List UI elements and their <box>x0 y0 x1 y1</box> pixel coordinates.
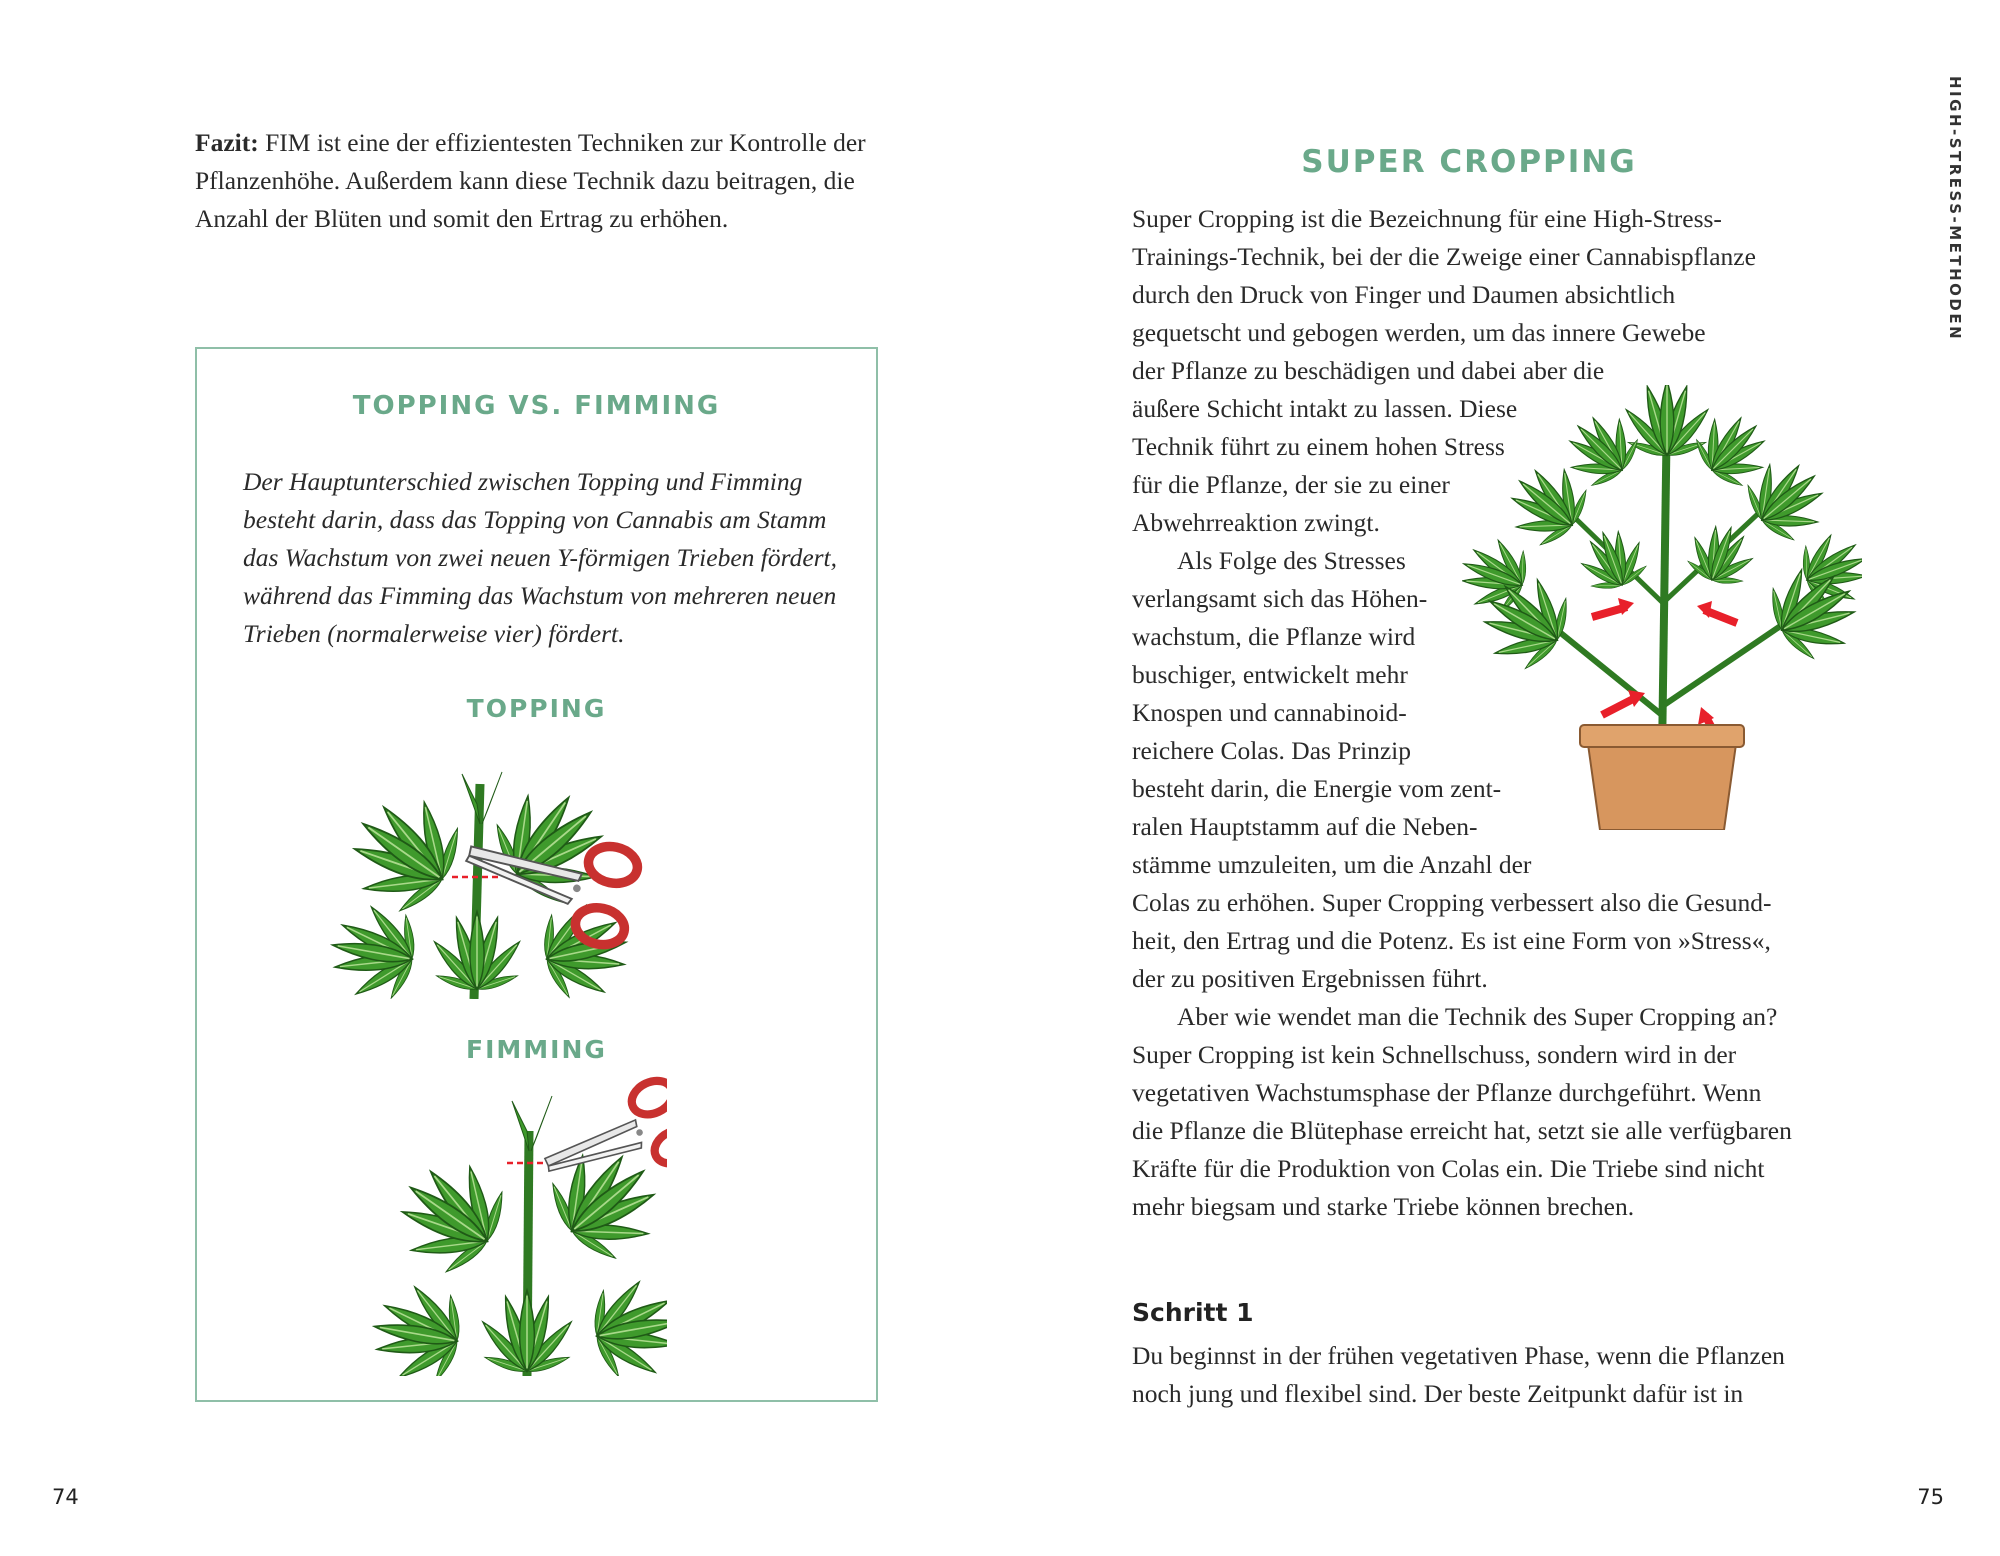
body-line: reichere Colas. Das Prinzip <box>1132 736 1411 765</box>
body-line: Super Cropping ist die Bezeichnung für eine High-Stress- <box>1132 204 1722 233</box>
body-line: buschiger, entwickelt mehr <box>1132 660 1408 689</box>
body-line: wachstum, die Pflanze wird <box>1132 622 1416 651</box>
body-line: mehr biegsam und starke Triebe können brechen. <box>1132 1192 1635 1221</box>
body-line: Als Folge des Stresses <box>1177 546 1406 575</box>
body-line: verlangsamt sich das Höhen- <box>1132 584 1428 613</box>
body-line: Super Cropping ist kein Schnellschuss, sondern wird in der <box>1132 1040 1737 1069</box>
page-number-right: 75 <box>1917 1485 1944 1509</box>
fazit-paragraph <box>195 124 875 238</box>
step-line: noch jung und flexibel sind. Der beste Zeitpunkt dafür ist in <box>1132 1379 1744 1408</box>
step-heading: Schritt 1 <box>1132 1298 1254 1327</box>
box-title: TOPPING VS. FIMMING <box>352 391 721 421</box>
section-heading: SUPER CROPPING <box>1301 144 1637 180</box>
body-line: besteht darin, die Energie vom zent- <box>1132 774 1502 803</box>
topping-illustration <box>302 764 702 999</box>
body-line: ralen Hauptstamm auf die Neben- <box>1132 812 1478 841</box>
right-page <box>1000 0 2000 1556</box>
body-line: gequetscht und gebogen werden, um das innere Gewebe <box>1132 318 1706 347</box>
page-number-left: 74 <box>52 1485 79 1509</box>
body-line: Aber wie wendet man die Technik des Super Cropping an? <box>1177 1002 1778 1031</box>
body-line: für die Pflanze, der sie zu einer <box>1132 470 1450 499</box>
fazit-text: FIM ist eine der effizientesten Techniken zur Kontrolle der Pflanzenhöhe. Außerdem kann diese Technik dazu beitragen, die Anzahl der Blüten und somit den Ertrag zu erhöhen. <box>195 128 866 233</box>
body-line: äußere Schicht intakt zu lassen. Diese <box>1132 394 1518 423</box>
body-line: Trainings-Technik, bei der die Zweige einer Cannabispflanze <box>1132 242 1756 271</box>
topping-vs-fimming-box <box>195 347 878 1402</box>
body-line: Knospen und cannabinoid- <box>1132 698 1407 727</box>
topping-label: TOPPING <box>466 694 607 723</box>
body-line: der Pflanze zu beschädigen und dabei aber die <box>1132 356 1605 385</box>
box-text: Der Hauptunterschied zwischen Topping und Fimming besteht darin, dass das Topping von Cannabis am Stamm das Wachstum von zwei neuen Y-förmigen Trieben fördert, während das Fimming das Wachstum von mehreren neuen Trieben (normalerweise vier) fördert. <box>243 467 838 648</box>
body-line: Technik führt zu einem hohen Stress <box>1132 432 1505 461</box>
potted-plant-illustration <box>1462 385 1862 830</box>
body-line: Colas zu erhöhen. Super Cropping verbessert also die Gesund- <box>1132 888 1772 917</box>
body-line: Kräfte für die Produktion von Colas ein. Die Triebe sind nicht <box>1132 1154 1765 1183</box>
fazit-label: Fazit: <box>195 128 259 157</box>
step-text <box>1132 1337 1832 1413</box>
body-line: heit, den Ertrag und die Potenz. Es ist eine Form von »Stress«, <box>1132 926 1771 955</box>
body-line: Abwehrreaktion zwingt. <box>1132 508 1380 537</box>
section-side-label: HIGH-STRESS-METHODEN <box>1946 76 1964 342</box>
body-line: stämme umzuleiten, um die Anzahl der <box>1132 850 1532 879</box>
body-line: durch den Druck von Finger und Daumen absichtlich <box>1132 280 1676 309</box>
fimming-illustration <box>307 1071 667 1376</box>
body-line: die Pflanze die Blütephase erreicht hat, setzt sie alle verfügbaren <box>1132 1116 1792 1145</box>
body-line: der zu positiven Ergebnissen führt. <box>1132 964 1488 993</box>
step-line: Du beginnst in der frühen vegetativen Phase, wenn die Pflanzen <box>1132 1341 1785 1370</box>
body-line: vegetativen Wachstumsphase der Pflanze durchgeführt. Wenn <box>1132 1078 1762 1107</box>
fimming-label: FIMMING <box>466 1035 607 1064</box>
